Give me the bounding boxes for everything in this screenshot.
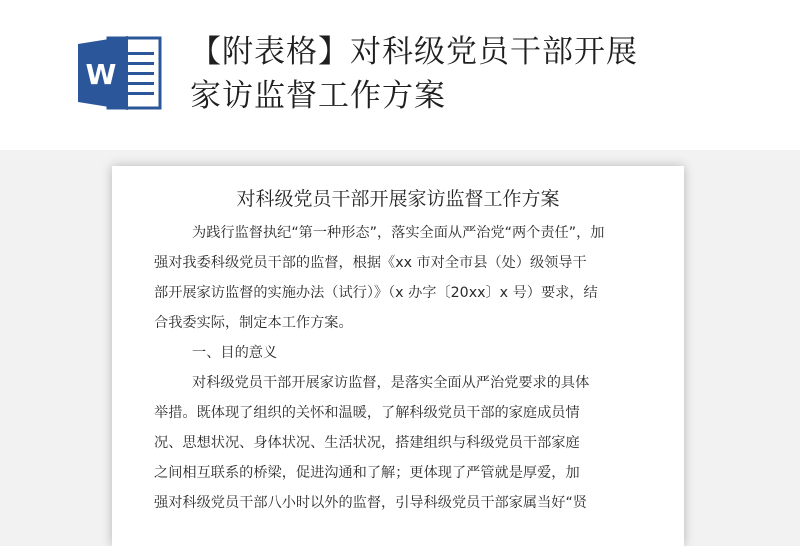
document-title: 对科级党员干部开展家访监督工作方案	[236, 188, 560, 210]
body-line: 之间相互联系的桥梁，促进沟通和了解；更体现了严管就是厚爱，加	[154, 465, 580, 481]
document-page	[112, 166, 684, 546]
word-document-icon	[78, 34, 168, 112]
section-heading: 一、目的意义	[192, 345, 278, 361]
headline-line-1: 【附表格】对科级党员干部开展	[190, 34, 638, 70]
word-letter: W	[85, 58, 117, 91]
body-line: 对科级党员干部开展家访监督，是落实全面从严治党要求的具体	[192, 375, 590, 391]
page-headline	[190, 30, 790, 118]
body-line: 部开展家访监督的实施办法（试行）》（x 办字〔20xx〕x 号）要求，结	[154, 285, 598, 301]
body-line: 况、思想状况、身体状况、生活状况，搭建组织与科级党员干部家庭	[154, 435, 580, 451]
headline-line-2: 家访监督工作方案	[190, 78, 446, 114]
body-line: 举措。既体现了组织的关怀和温暖，了解科级党员干部的家庭成员情	[154, 405, 580, 421]
body-line: 为践行监督执纪“第一种形态”，落实全面从严治党“两个责任”，加	[192, 225, 605, 241]
body-line: 强对我委科级党员干部的监督，根据《xx 市对全市县（处）级领导干	[154, 255, 587, 271]
body-line: 强对科级党员干部八小时以外的监督，引导科级党员干部家属当好“贤	[154, 495, 587, 511]
body-line: 合我委实际，制定本工作方案。	[154, 315, 353, 331]
